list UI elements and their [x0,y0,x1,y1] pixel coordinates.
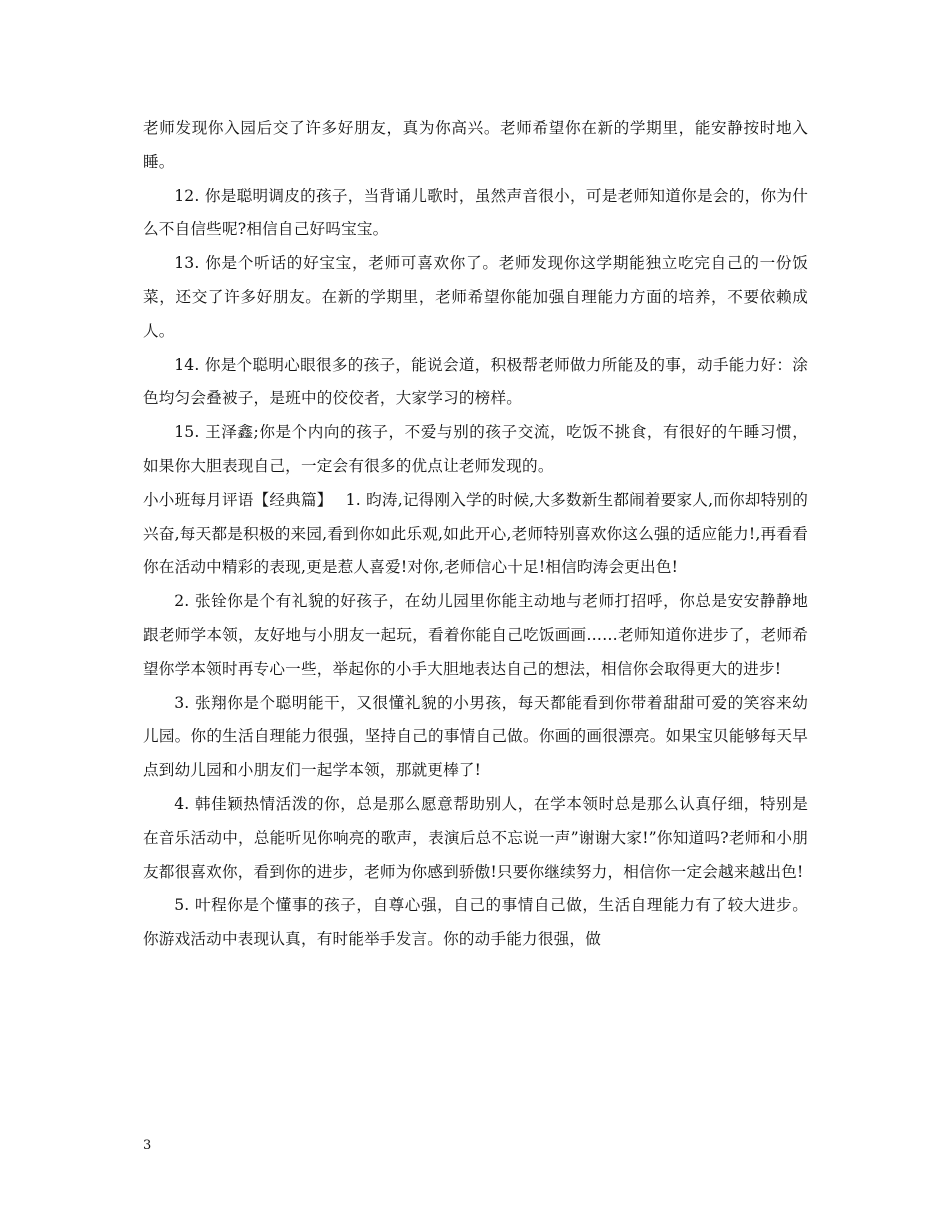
page-number: 3 [143,1138,152,1153]
paragraph-comment-12: 12. 你是聪明调皮的孩子，当背诵儿歌时，虽然声音很小，可是老师知道你是会的，你为什么不自信些呢?相信自己好吗宝宝。 [143,186,808,239]
paragraph-comment-3: 3. 张翔你是个聪明能干，又很懂礼貌的小男孩，每天都能看到你带着甜甜可爱的笑容来幼儿园。你的生活自理能力很强，坚持自己的事情自己做。你画的画很漂亮。如果宝贝能够每天早点到幼儿园和小朋友们一起学本领，那就更棒了! [143,693,808,780]
document-body [143,112,808,957]
paragraph-comment-13: 13. 你是个听话的好宝宝，老师可喜欢你了。老师发现你这学期能独立吃完自己的一份饭菜，还交了许多好朋友。在新的学期里，老师希望你能加强自理能力方面的培养，不要依赖成人。 [143,254,808,340]
paragraph-comment-5: 5. 叶程你是个懂事的孩子，自尊心强，自己的事情自己做，生活自理能力有了较大进步。你游戏活动中表现认真，有时能举手发言。你的动手能力很强，做 [143,896,808,949]
paragraph-comment-4: 4. 韩佳颖热情活泼的你，总是那么愿意帮助别人，在学本领时总是那么认真仔细，特别是在音乐活动中，总能听见你响亮的歌声，表演后总不忘说一声”谢谢大家!”你知道吗?老师和小朋友都很喜欢你，看到你的进步，老师为你感到骄傲!只要你继续努力，相信你一定会越来越出色! [143,794,808,881]
paragraph-continuation: 老师发现你入园后交了许多好朋友，真为你高兴。老师希望你在新的学期里，能安静按时地入睡。 [143,119,808,171]
paragraph-comment-2: 2. 张铨你是个有礼貌的好孩子，在幼儿园里你能主动地与老师打招呼，你总是安安静静地跟老师学本领，友好地与小朋友一起玩，看着你能自己吃饭画画……老师知道你进步了，老师希望你学本领时再专心一些，举起你的小手大胆地表达自己的想法，相信你会取得更大的进步! [143,592,808,678]
paragraph-comment-15: 15. 王泽鑫;你是个内向的孩子，不爱与别的孩子交流，吃饭不挑食，有很好的午睡习惯，如果你大胆表现自己，一定会有很多的优点让老师发现的。 [143,423,808,475]
paragraph-section-heading-comment-1: 小小班每月评语【经典篇】 1. 昀涛,记得刚入学的时候,大多数新生都闹着要家人,而你却特别的兴奋,每天都是积极的来园,看到你如此乐观,如此开心,老师特别喜欢你这么强的适应能力!,再看看你在活动中精彩的表现,更是惹人喜爱!对你,老师信心十足!相信昀涛会更出色! [143,490,809,577]
paragraph-comment-14: 14. 你是个聪明心眼很多的孩子，能说会道，积极帮老师做力所能及的事，动手能力好：涂色均匀会叠被子，是班中的佼佼者，大家学习的榜样。 [143,355,808,408]
